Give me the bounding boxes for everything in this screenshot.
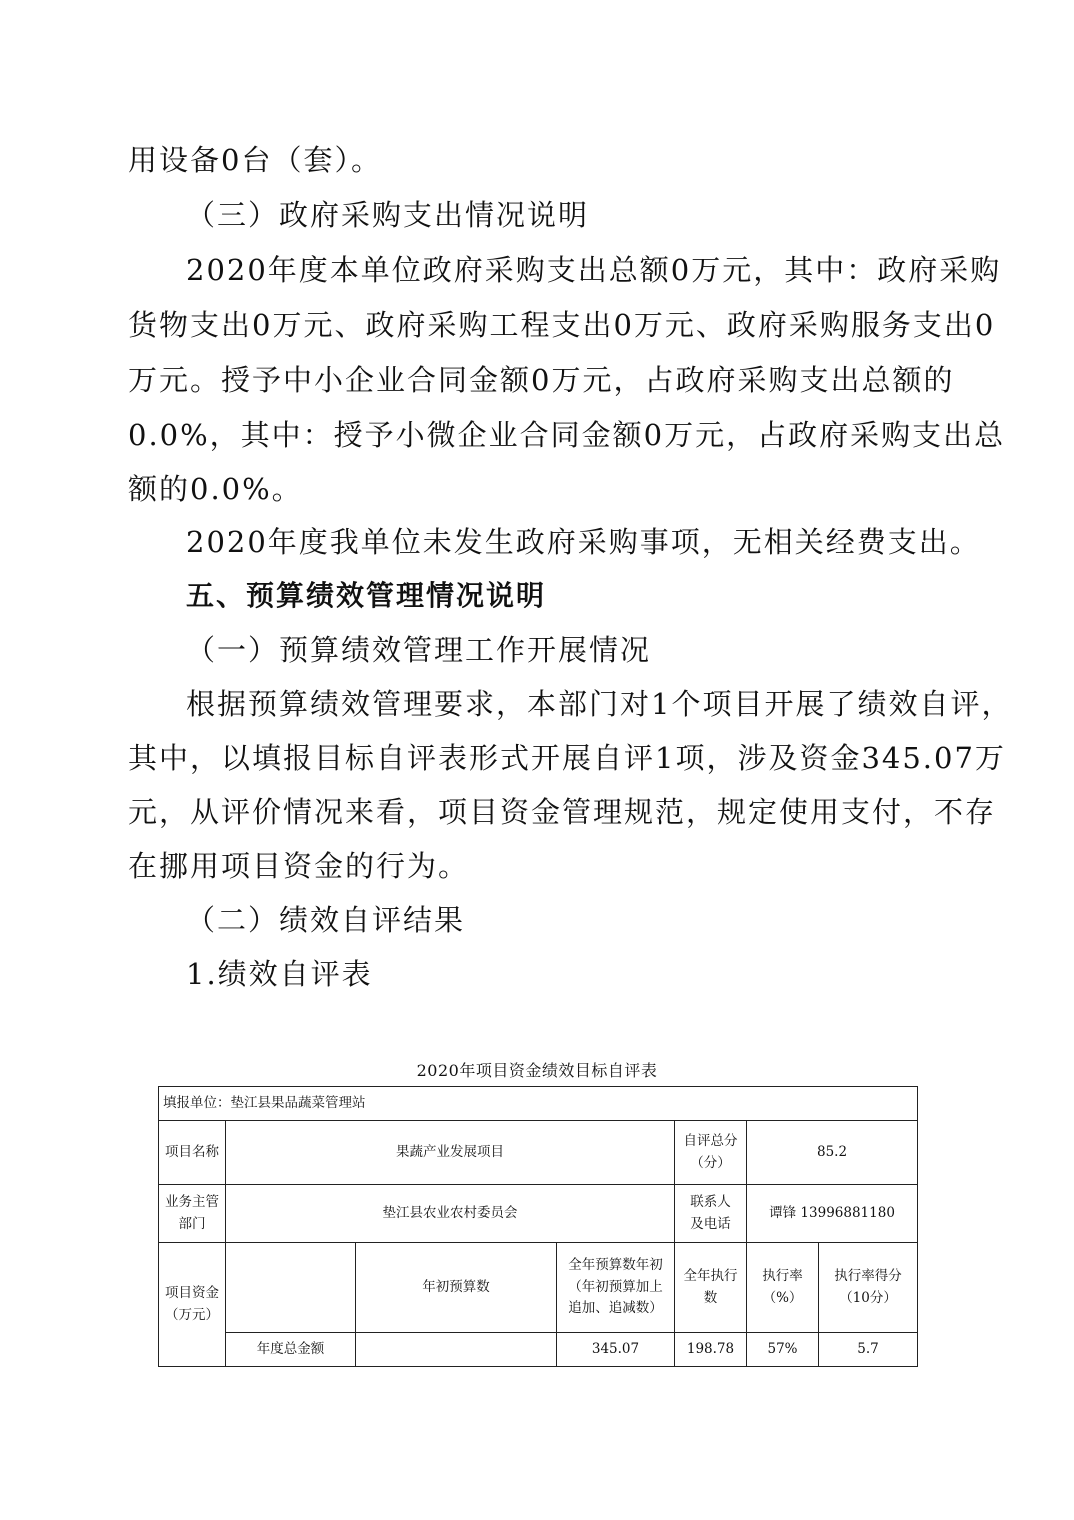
- supervising-dept: 垫江县农业农村委员会: [226, 1185, 675, 1243]
- paragraph-line: 根据预算绩效管理要求，本部门对1个项目开展了绩效自评，: [186, 687, 1013, 721]
- initial-budget-header: 年初预算数: [356, 1243, 557, 1333]
- paragraph-line: 2020年度我单位未发生政府采购事项，无相关经费支出。: [186, 525, 981, 559]
- section-heading: （二）绩效自评结果: [186, 903, 466, 937]
- paragraph-line: 2020年度本单位政府采购支出总额0万元，其中：政府采购: [186, 253, 1002, 287]
- paragraph-line: 0.0%，其中：授予小微企业合同金额0万元，占政府采购支出总: [128, 418, 1006, 452]
- performance-table: [158, 1086, 918, 1367]
- table-row: [159, 1333, 918, 1367]
- execution-value: 198.78: [675, 1333, 747, 1367]
- total-score: 85.2: [747, 1121, 918, 1185]
- table-title: 2020年项目资金绩效目标自评表: [416, 1061, 658, 1080]
- paragraph-line: 在挪用项目资金的行为。: [128, 849, 470, 883]
- paragraph-line: 万元。授予中小企业合同金额0万元，占政府采购支出总额的: [128, 363, 955, 397]
- funds-label: 项目资金 （万元）: [159, 1243, 226, 1367]
- paragraph-line: 用设备0台（套）。: [128, 143, 382, 177]
- project-name: 果蔬产业发展项目: [226, 1121, 675, 1185]
- execution-rate-value: 57%: [747, 1333, 819, 1367]
- chapter-heading: 五、预算绩效管理情况说明: [186, 579, 547, 612]
- table-row: [159, 1185, 918, 1243]
- annual-total-label: 年度总金额: [226, 1333, 356, 1367]
- full-year-budget-header: 全年预算数年初 （年初预算加上 追加、追减数）: [557, 1243, 675, 1333]
- score-label: 自评总分 （分）: [675, 1121, 747, 1185]
- rate-score-value: 5.7: [819, 1333, 918, 1367]
- execution-header: 全年执行 数: [675, 1243, 747, 1333]
- paragraph-line: 其中，以填报目标自评表形式开展自评1项，涉及资金345.07万: [128, 741, 1006, 775]
- section-heading: （三）政府采购支出情况说明: [186, 198, 590, 232]
- full-year-budget-value: 345.07: [557, 1333, 675, 1367]
- table-row: [159, 1087, 918, 1121]
- project-name-label: 项目名称: [159, 1121, 226, 1185]
- paragraph-line: 货物支出0万元、政府采购工程支出0万元、政府采购服务支出0: [128, 308, 996, 342]
- contact-info: 谭锋 13996881180: [747, 1185, 918, 1243]
- execution-rate-header: 执行率（%）: [747, 1243, 819, 1333]
- contact-label: 联系人 及电话: [675, 1185, 747, 1243]
- paragraph-line: 元，从评价情况来看，项目资金管理规范，规定使用支付，不存: [128, 795, 997, 829]
- table-row: [159, 1243, 918, 1333]
- dept-label: 业务主管 部门: [159, 1185, 226, 1243]
- table-row: [159, 1121, 918, 1185]
- subsection-heading: 1.绩效自评表: [186, 957, 373, 991]
- reporting-unit: 填报单位：垫江县果品蔬菜管理站: [159, 1087, 918, 1121]
- section-heading: （一）预算绩效管理工作开展情况: [186, 633, 652, 667]
- paragraph-line: 额的0.0%。: [128, 472, 303, 506]
- blank-header: [226, 1243, 356, 1333]
- rate-score-header: 执行率得分 （10分）: [819, 1243, 918, 1333]
- initial-budget-value: [356, 1333, 557, 1367]
